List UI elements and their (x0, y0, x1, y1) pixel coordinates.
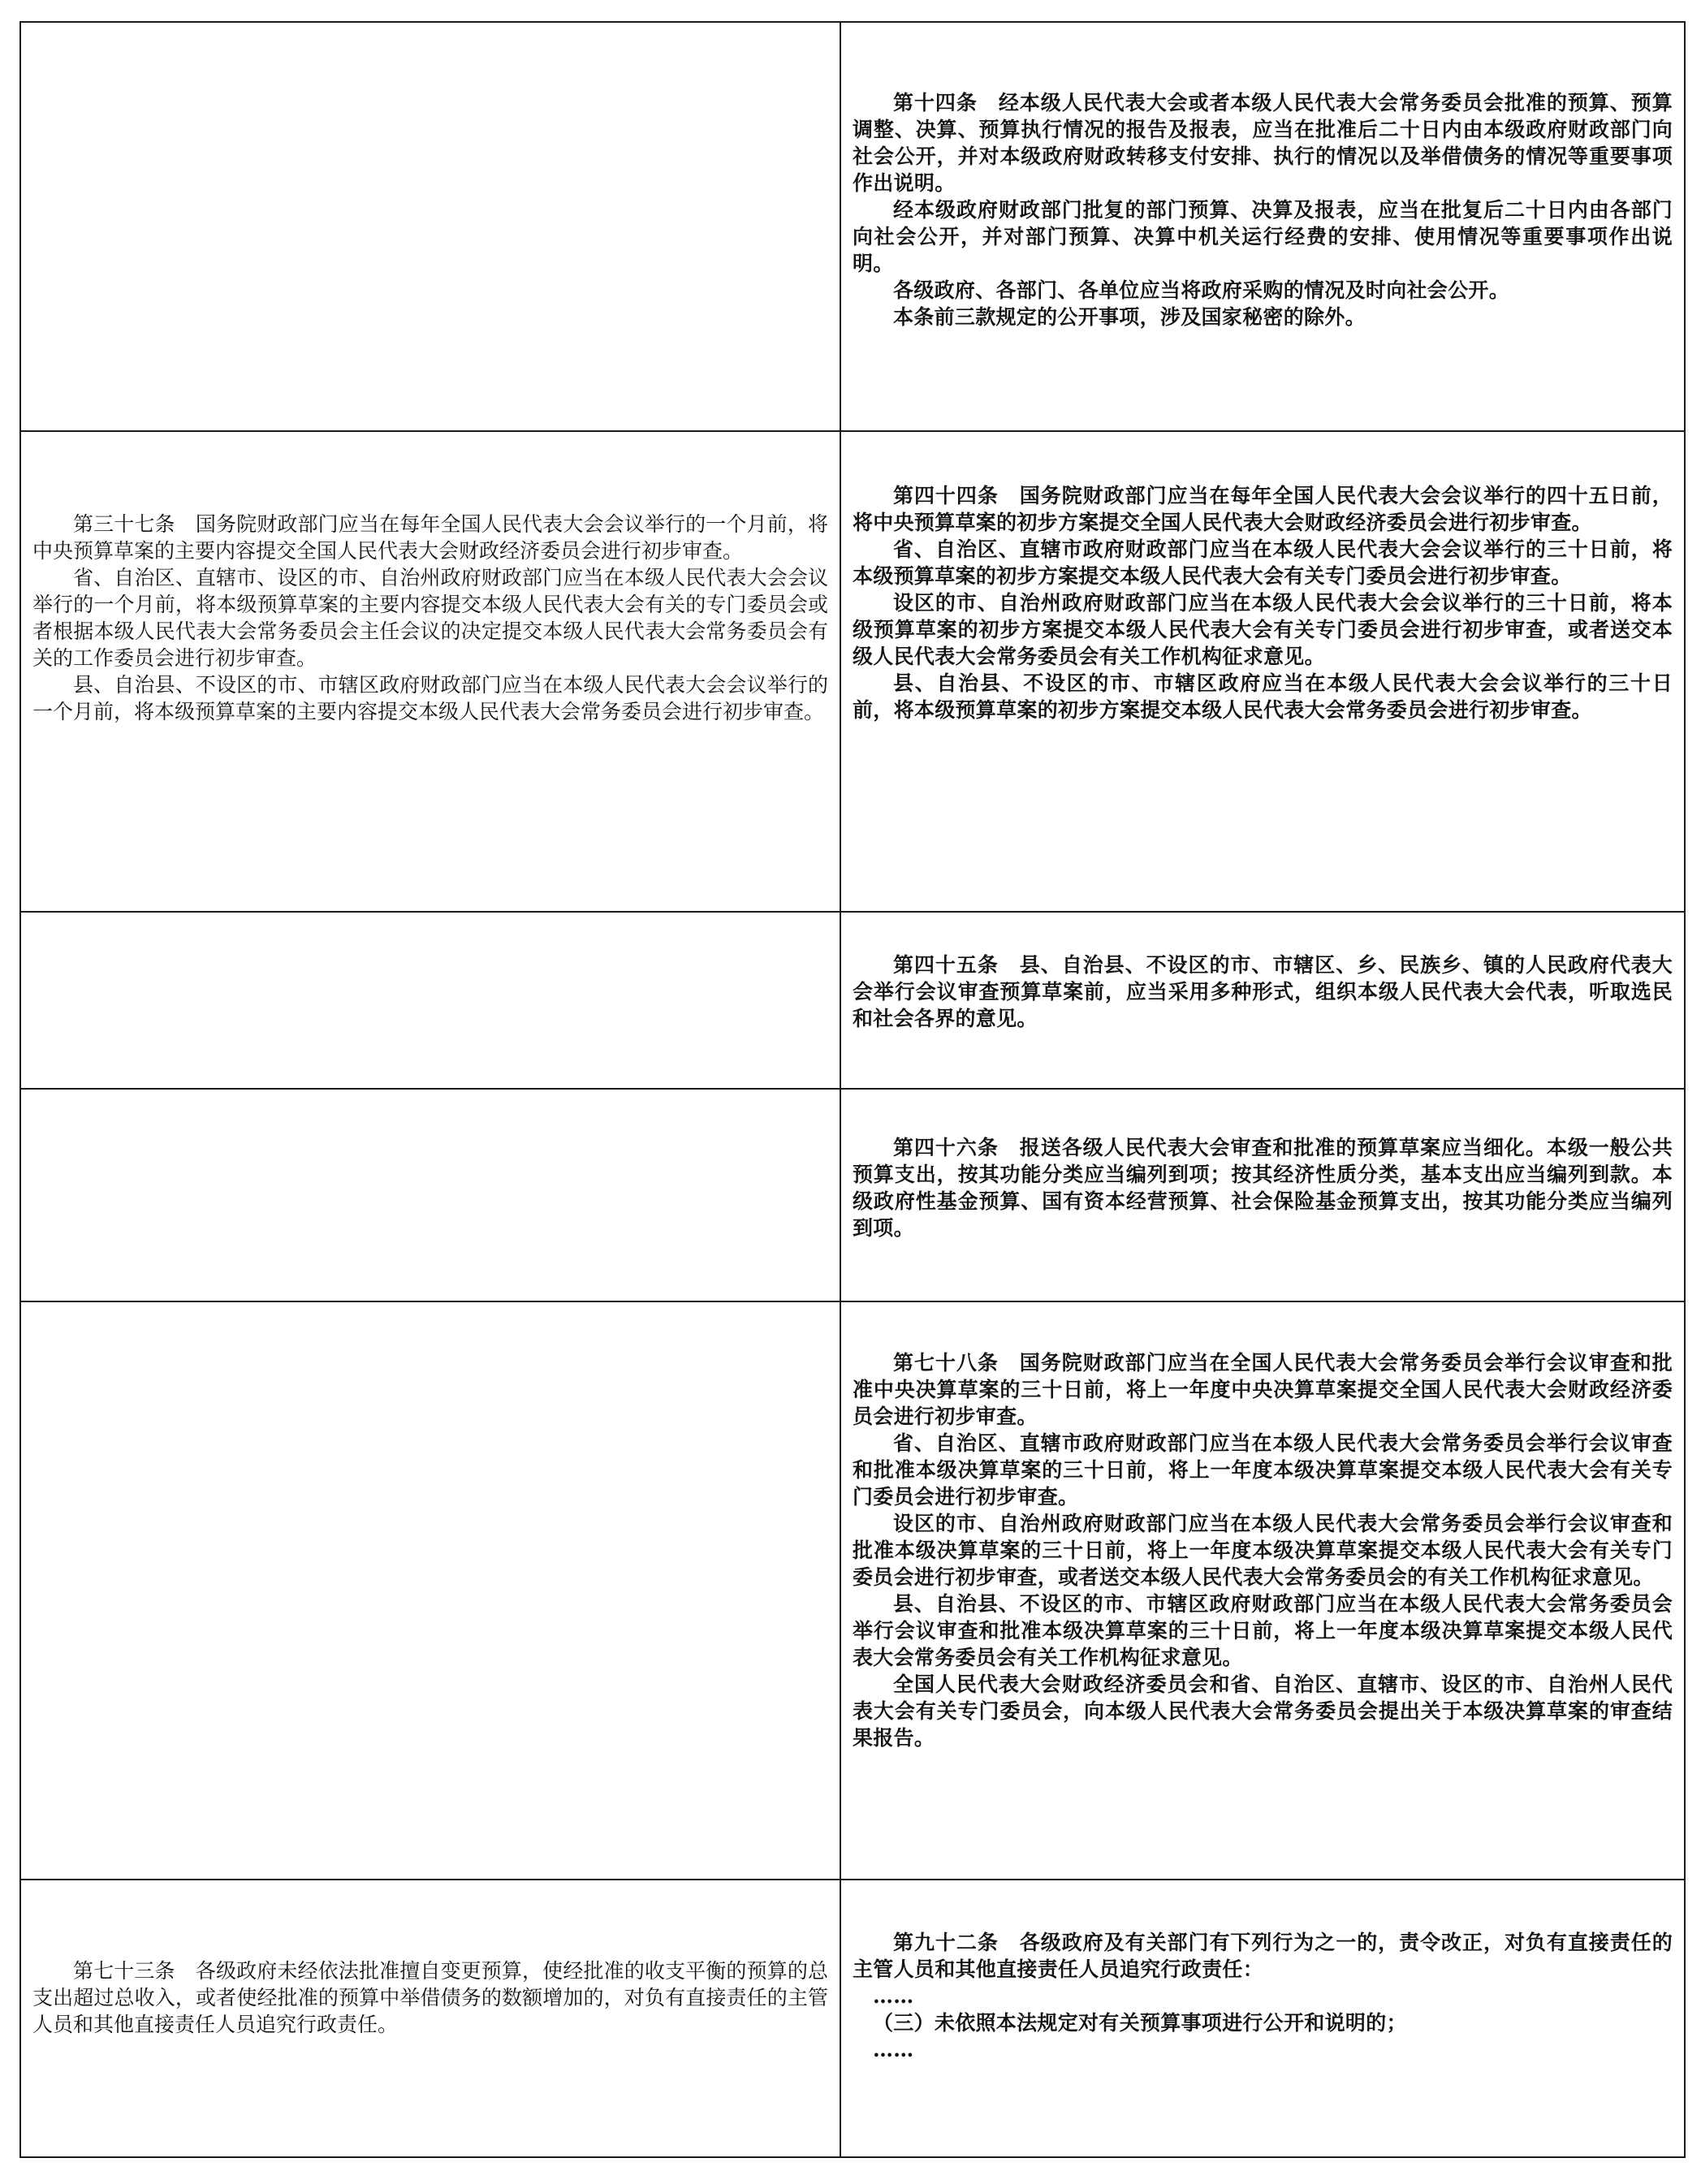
table-row (20, 431, 1685, 912)
article-paragraph: 第九十二条 各级政府及有关部门有下列行为之一的，责令改正，对负有直接责任的主管人员和其他直接责任人员追究行政责任： (853, 1931, 1673, 1981)
article-paragraph: 省、自治区、直辖市政府财政部门应当在本级人民代表大会会议举行的三十日前，将本级预算草案的初步方案提交本级人民代表大会有关专门委员会进行初步审查。 (853, 537, 1673, 588)
ellipsis-line: …… (873, 2038, 914, 2061)
right-cell (840, 1089, 1685, 1301)
table-row (20, 912, 1685, 1089)
article-paragraph: 本条前三款规定的公开事项，涉及国家秘密的除外。 (893, 305, 1366, 329)
left-cell (20, 22, 840, 431)
article-paragraph: 第四十五条 县、自治县、不设区的市、市辖区、乡、民族乡、镇的人民政府代表大会举行会议审查预算草案前，应当采用多种形式，组织本级人民代表大会代表，听取选民和社会各界的意见。 (853, 953, 1673, 1030)
article-paragraph: 第七十三条 各级政府未经依法批准擅自变更预算，使经批准的收支平衡的预算的总支出超过总收入，或者使经批准的预算中举借债务的数额增加的，对负有直接责任的主管人员和其他直接责任人员追究行政责任。 (32, 1959, 828, 2036)
ellipsis-line: …… (873, 1984, 914, 2008)
left-cell (20, 431, 840, 912)
article-paragraph: 各级政府、各部门、各单位应当将政府采购的情况及时向社会公开。 (893, 278, 1510, 302)
article-item: （三）未依照本法规定对有关预算事项进行公开和说明的； (873, 2011, 1407, 2035)
comparison-table (19, 21, 1686, 2158)
right-cell (840, 912, 1685, 1089)
article-paragraph: 设区的市、自治州政府财政部门应当在本级人民代表大会会议举行的三十日前，将本级预算草案的初步方案提交本级人民代表大会有关专门委员会进行初步审查，或者送交本级人民代表大会常务委员会有关工作机构征求意见。 (853, 591, 1673, 668)
left-cell (20, 1880, 840, 2157)
article-paragraph: 设区的市、自治州政府财政部门应当在本级人民代表大会常务委员会举行会议审查和批准本级决算草案的三十日前，将上一年度本级决算草案提交本级人民代表大会有关专门委员会进行初步审查，或者送交本级人民代表大会常务委员会的有关工作机构征求意见。 (853, 1512, 1673, 1589)
article-paragraph: 第十四条 经本级人民代表大会或者本级人民代表大会常务委员会批准的预算、预算调整、决算、预算执行情况的报告及报表，应当在批准后二十日内由本级政府财政部门向社会公开，并对本级政府财政转移支付安排、执行的情况以及举借债务的情况等重要事项作出说明。 (853, 91, 1673, 195)
article-paragraph: 第七十八条 国务院财政部门应当在全国人民代表大会常务委员会举行会议审查和批准中央决算草案的三十日前，将上一年度中央决算草案提交全国人民代表大会财政经济委员会进行初步审查。 (853, 1351, 1673, 1428)
table-row (20, 1089, 1685, 1301)
table-row (20, 1301, 1685, 1880)
right-cell (840, 22, 1685, 431)
article-paragraph: 县、自治县、不设区的市、市辖区政府财政部门应当在本级人民代表大会会议举行的一个月前，将本级预算草案的主要内容提交本级人民代表大会常务委员会进行初步审查。 (32, 673, 828, 723)
article-paragraph: 第四十四条 国务院财政部门应当在每年全国人民代表大会会议举行的四十五日前，将中央预算草案的初步方案提交全国人民代表大会财政经济委员会进行初步审查。 (853, 484, 1673, 534)
table-row (20, 22, 1685, 431)
right-cell (840, 1880, 1685, 2157)
left-cell (20, 1301, 840, 1880)
left-cell (20, 912, 840, 1089)
right-cell (840, 1301, 1685, 1880)
article-paragraph: 县、自治县、不设区的市、市辖区政府应当在本级人民代表大会会议举行的三十日前，将本级预算草案的初步方案提交本级人民代表大会常务委员会进行初步审查。 (853, 671, 1673, 722)
article-paragraph: 第四十六条 报送各级人民代表大会审查和批准的预算草案应当细化。本级一般公共预算支出，按其功能分类应当编列到项；按其经济性质分类，基本支出应当编列到款。本级政府性基金预算、国有资本经营预算、社会保险基金预算支出，按其功能分类应当编列到项。 (853, 1136, 1673, 1240)
article-paragraph: 全国人民代表大会财政经济委员会和省、自治区、直辖市、设区的市、自治州人民代表大会有关专门委员会，向本级人民代表大会常务委员会提出关于本级决算草案的审查结果报告。 (853, 1673, 1673, 1750)
article-paragraph: 第三十七条 国务院财政部门应当在每年全国人民代表大会会议举行的一个月前，将中央预算草案的主要内容提交全国人民代表大会财政经济委员会进行初步审查。 (32, 512, 828, 563)
article-paragraph: 经本级政府财政部门批复的部门预算、决算及报表，应当在批复后二十日内由各部门向社会公开，并对部门预算、决算中机关运行经费的安排、使用情况等重要事项作出说明。 (853, 198, 1673, 275)
article-paragraph: 县、自治县、不设区的市、市辖区政府财政部门应当在本级人民代表大会常务委员会举行会议审查和批准本级决算草案的三十日前，将上一年度本级决算草案提交本级人民代表大会常务委员会有关工作机构征求意见。 (853, 1592, 1673, 1669)
left-cell (20, 1089, 840, 1301)
table-row (20, 1880, 1685, 2157)
article-paragraph: 省、自治区、直辖市、设区的市、自治州政府财政部门应当在本级人民代表大会会议举行的一个月前，将本级预算草案的主要内容提交本级人民代表大会有关的专门委员会或者根据本级人民代表大会常务委员会主任会议的决定提交本级人民代表大会常务委员会有关的工作委员会进行初步审查。 (32, 566, 828, 670)
right-cell (840, 431, 1685, 912)
article-paragraph: 省、自治区、直辖市政府财政部门应当在本级人民代表大会常务委员会举行会议审查和批准本级决算草案的三十日前，将上一年度本级决算草案提交本级人民代表大会有关专门委员会进行初步审查。 (853, 1431, 1673, 1509)
